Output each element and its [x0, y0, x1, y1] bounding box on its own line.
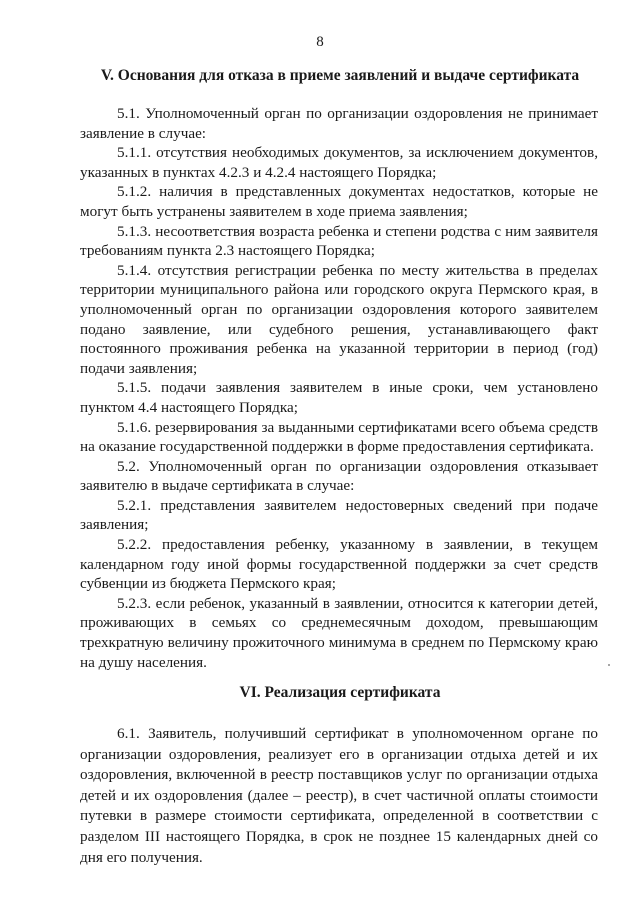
section-6-heading: VI. Реализация сертификата	[239, 684, 441, 701]
paragraph-6-1: 6.1. Заявитель, получивший сертификат в уполномоченном органе по организации оздоровления, реализует его в организации отдыха детей и их оздоровления, включенной в реестр поставщиков услуг по организации отдыха детей и их оздоровления (далее – реестр), в счет частичной оплаты стоимости путевки в размере стоимости сертификата, определенной в соответствии с разделом III настоящего Порядка, в срок не позднее 15 календарных дней со дня его получения.	[80, 725, 598, 866]
paragraph-5-1-3: 5.1.3. несоответствия возраста ребенка и степени родства с ним заявителя требованиям пункта 2.3 настоящего Порядка;	[80, 222, 598, 260]
paragraph-5-2-1: 5.2.1. представления заявителем недостоверных сведений при подаче заявления;	[80, 496, 598, 534]
paragraph-5-2: 5.2. Уполномоченный орган по организации оздоровления отказывает заявителю в выдаче сертификата в случае:	[80, 457, 598, 495]
paragraph-5-1-1: 5.1.1. отсутствия необходимых документов, за исключением документов, указанных в пунктах 4.2.3 и 4.2.4 настоящего Порядка;	[80, 144, 598, 181]
paragraph-5-2-3: 5.2.3. если ребенок, указанный в заявлении, относится к категории детей, проживающих в семьях со среднемесячным доходом, превышающим трехкратную величину прожиточного минимума в среднем по Пермскому краю на душу населения.	[80, 594, 598, 671]
paragraph-5-1-6: 5.1.6. резервирования за выданными сертификатами всего объема средств на оказание государственной поддержки в форме предоставления сертификата.	[80, 418, 598, 456]
section-5-body	[80, 104, 598, 672]
section-5-heading: V. Основания для отказа в приеме заявлений и выдаче сертификата	[100, 67, 580, 84]
paragraph-5-1-2: 5.1.2. наличия в представленных документах недостатков, которые не могут быть устранены заявителем в ходе приема заявления;	[80, 183, 598, 220]
paragraph-5-1-5: 5.1.5. подачи заявления заявителем в иные сроки, чем установлено пунктом 4.4 настоящего Порядка;	[80, 379, 598, 416]
page-number: 8	[316, 34, 324, 50]
paragraph-5-1: 5.1. Уполномоченный орган по организации оздоровления не принимает заявление в случае:	[80, 105, 598, 142]
section-6-body	[80, 724, 598, 868]
scan-speck	[608, 664, 610, 666]
paragraph-5-1-4: 5.1.4. отсутствия регистрации ребенка по месту жительства в пределах территории муниципального района или городского округа Пермского края, в уполномоченный орган по организации оздоровления которого заявителем подано заявление, или судебного решения, устанавливающего факт постоянного проживания ребенка на указанной территории в период (год) подачи заявления;	[80, 261, 598, 377]
paragraph-5-2-2: 5.2.2. предоставления ребенку, указанному в заявлении, в текущем календарном году иной формы государственной поддержки за счет средств субвенции из бюджета Пермского края;	[80, 536, 598, 593]
